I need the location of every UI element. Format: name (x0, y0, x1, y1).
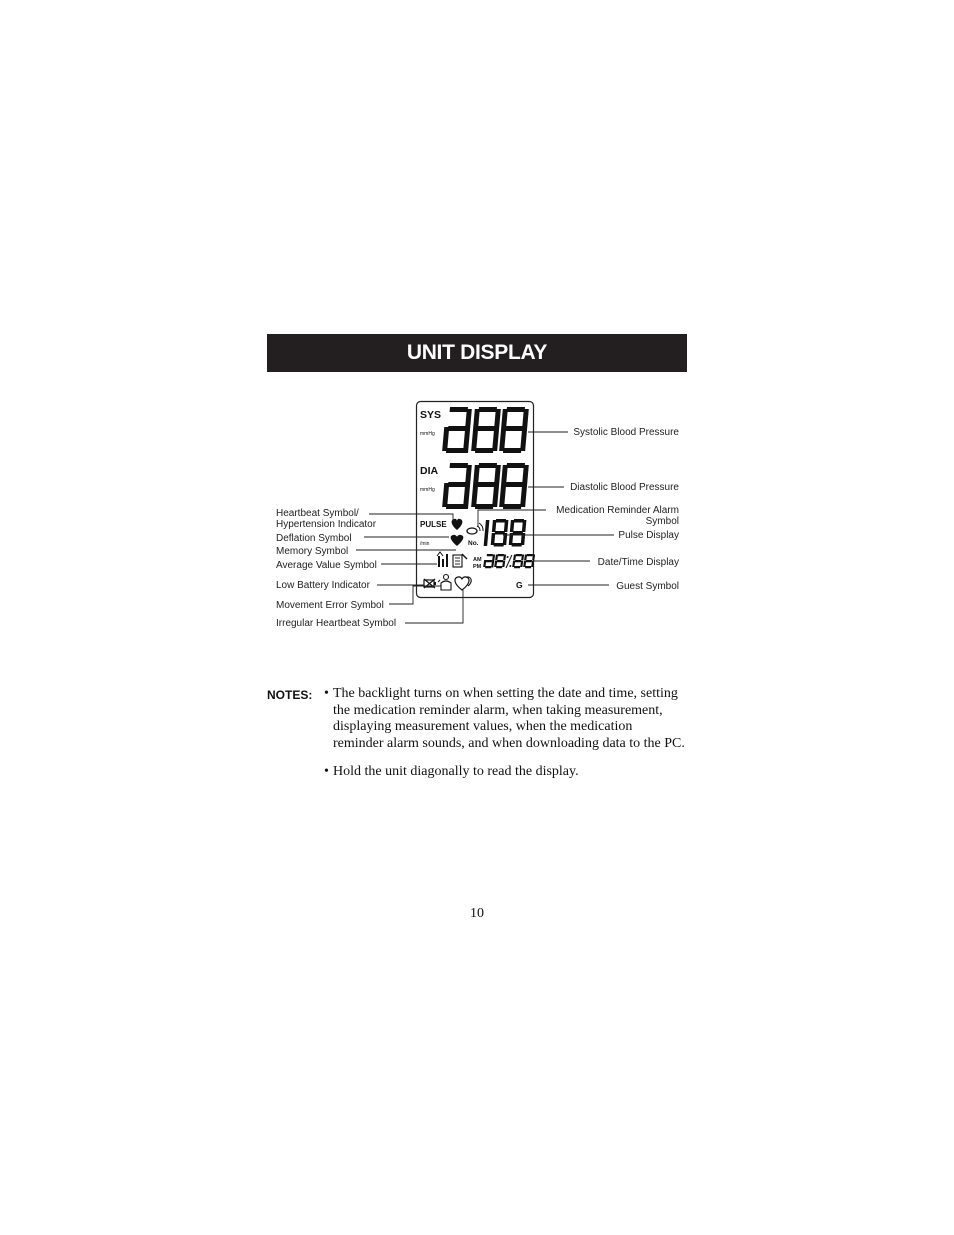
callout-movement: Movement Error Symbol (276, 600, 384, 611)
callout-medication-line1: Medication Reminder Alarm (556, 505, 679, 516)
average-value-icon (437, 552, 448, 567)
callout-deflation: Deflation Symbol (276, 533, 352, 544)
notes-section (267, 686, 687, 793)
section-title: UNIT DISPLAY (267, 334, 687, 372)
pulse-digits (484, 519, 527, 547)
callout-average: Average Value Symbol (276, 560, 377, 571)
callout-irregular: Irregular Heartbeat Symbol (276, 618, 397, 629)
dia-label: DIA (420, 465, 439, 477)
callout-diastolic: Diastolic Blood Pressure (570, 482, 679, 493)
page-number: 10 (470, 906, 484, 921)
date-time-digits (483, 554, 535, 568)
callout-guest: Guest Symbol (616, 581, 679, 592)
pulse-unit: /min (420, 541, 430, 547)
sys-label: SYS (420, 409, 442, 421)
sys-unit: mmHg (420, 431, 435, 437)
callout-memory: Memory Symbol (276, 546, 349, 557)
notes-label: NOTES: (267, 688, 313, 702)
callout-date-time: Date/Time Display (597, 557, 679, 568)
sys-digits (442, 407, 529, 453)
deflation-icon (451, 535, 464, 546)
memory-icon (453, 554, 467, 567)
callout-pulse-display: Pulse Display (618, 530, 679, 541)
bullet: • (324, 764, 329, 780)
guest-icon: G (516, 580, 523, 590)
note-text: Hold the unit diagonally to read the display. (333, 764, 579, 780)
movement-error-icon (438, 575, 451, 591)
callout-systolic: Systolic Blood Pressure (573, 427, 679, 438)
leader-lines (356, 432, 614, 623)
note-text: The backlight turns on when setting the date and time, setting the medication reminder alarm, when taking measurement, displaying measurement values, when the medication reminder alarm sounds, and when downloading data to the PC. (333, 686, 685, 751)
callout-heartbeat-line1: Heartbeat Symbol/ (276, 508, 359, 519)
callout-heartbeat-line2: Hypertension Indicator (276, 519, 377, 530)
dia-unit: mmHg (420, 487, 435, 493)
pulse-label: PULSE (420, 520, 447, 529)
callout-medication-line2: Symbol (645, 516, 679, 527)
am-label: AM (473, 557, 482, 563)
irregular-heartbeat-icon (455, 577, 471, 590)
note-item (324, 764, 685, 781)
medication-alarm-icon (467, 523, 483, 534)
low-battery-icon (424, 579, 436, 588)
note-item (324, 686, 685, 752)
no-label: No. (468, 540, 479, 547)
dia-digits (442, 463, 529, 509)
pm-label: PM (473, 564, 482, 570)
bullet: • (324, 686, 329, 701)
callout-low-battery: Low Battery Indicator (276, 580, 370, 591)
